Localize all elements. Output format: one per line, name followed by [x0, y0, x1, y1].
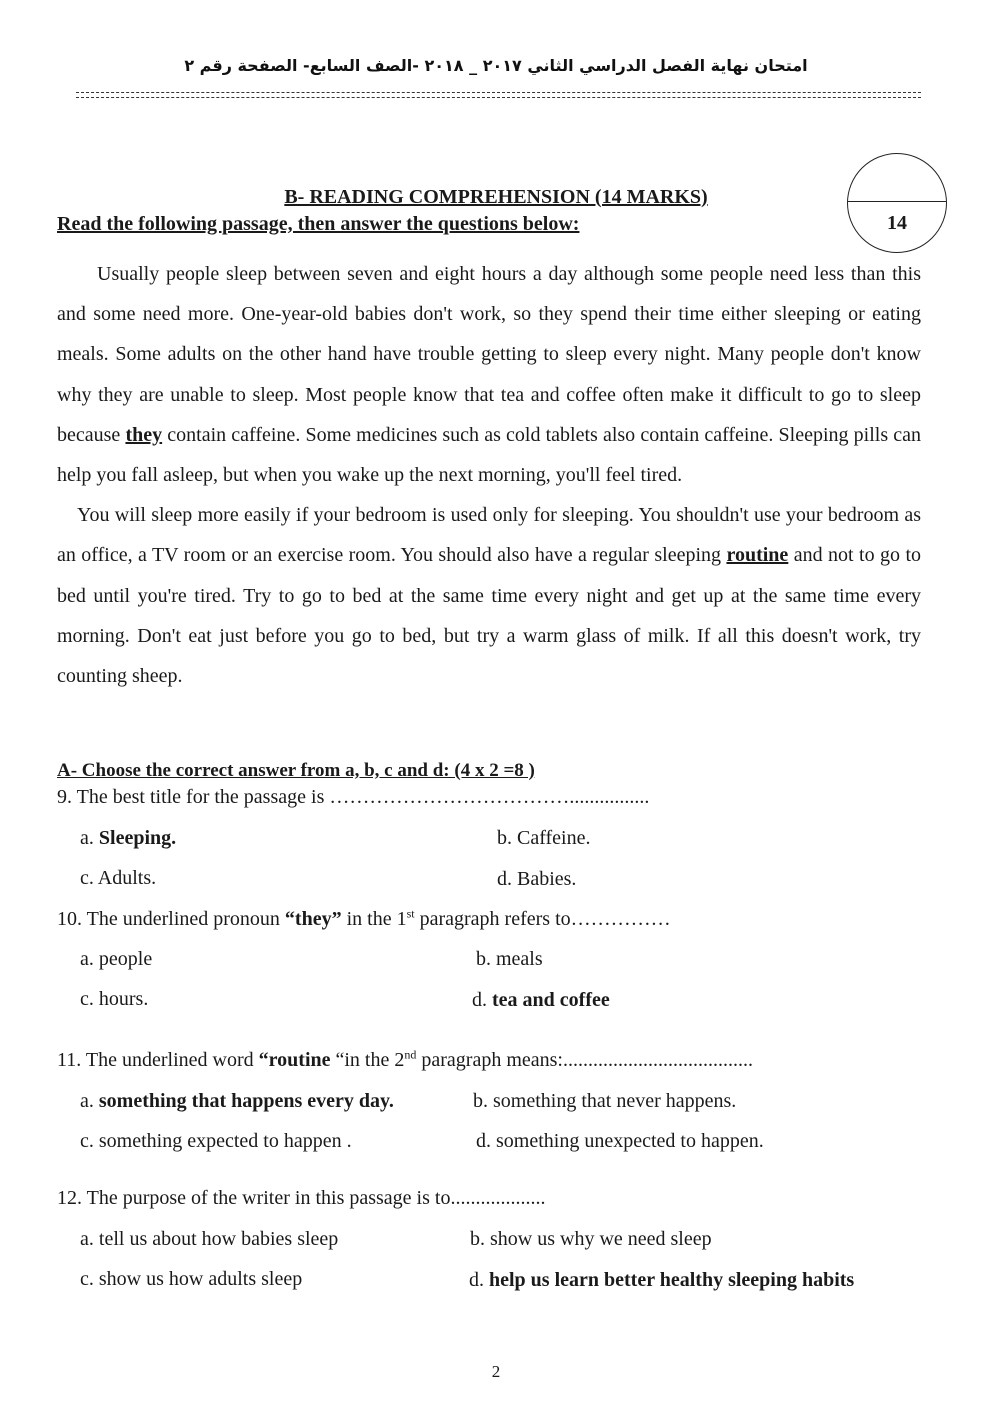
passage-paragraph-1: [57, 254, 921, 495]
question-10-option-b[interactable]: [476, 948, 543, 971]
option-text: something expected to happen .: [98, 1130, 352, 1152]
question-text: paragraph means:......................................: [416, 1049, 753, 1071]
ordinal-suffix: nd: [404, 1047, 417, 1062]
passage-paragraph-2: [57, 495, 921, 696]
option-text: something unexpected to happen.: [496, 1130, 764, 1152]
quoted-word: “they”: [284, 908, 342, 930]
question-text: in the 1: [341, 908, 407, 930]
question-9-option-a[interactable]: [80, 827, 176, 850]
option-text: Adults.: [97, 867, 157, 889]
option-text: help us learn better healthy sleeping habits: [489, 1269, 855, 1291]
question-number: 10.: [57, 908, 82, 930]
paragraph-2-text-a: You will sleep more easily if your bedroom is used only for sleeping. You shouldn't use your bedroom as an office, a TV room or an exercise room. You should also have a regular sleeping: [57, 504, 921, 567]
question-10-stem: [57, 908, 671, 931]
option-text: show us why we need sleep: [490, 1228, 712, 1250]
question-11-option-d[interactable]: [476, 1130, 764, 1153]
option-label: c.: [80, 1130, 94, 1152]
option-label: b.: [470, 1228, 485, 1250]
instructions: Read the following passage, then answer the questions below:: [57, 213, 580, 235]
option-text: Caffeine.: [517, 827, 591, 849]
page-header-arabic: امتحان نهاية الفصل الدراسي الثاني ٢٠١٧ _ ٢٠١٨ -الصف السابع- الصفحة رقم ٢: [184, 56, 808, 75]
option-text: something that never happens.: [493, 1090, 737, 1112]
section-title-text: B- READING COMPREHENSION (14 MARKS): [284, 186, 708, 208]
option-label: c.: [80, 1268, 94, 1290]
underlined-word-routine: routine: [726, 544, 789, 567]
option-label: a.: [80, 827, 94, 849]
question-12-option-c[interactable]: [80, 1268, 302, 1291]
score-circle: [847, 153, 947, 253]
page-number: 2: [491, 1362, 501, 1381]
question-9-option-d[interactable]: [497, 868, 576, 891]
question-12-option-b[interactable]: [470, 1228, 712, 1251]
questions-section-title: A- Choose the correct answer from a, b, c and d: (4 x 2 =8 ): [57, 760, 535, 781]
paragraph-1-text-b: contain caffeine. Some medicines such as cold tablets also contain caffeine. Sleeping pills can help you fall asleep, but when you wake up the next morning, you'll feel tired.: [57, 423, 922, 487]
question-number: 11.: [57, 1049, 82, 1071]
option-label: b.: [476, 948, 491, 970]
question-number: 9.: [57, 786, 72, 808]
paragraph-1-text-a: Usually people sleep between seven and eight hours a day although some people need less than this and some need more. One-year-old babies don't work, so they spend their time either sleeping or eating meals. Some adults on the other hand have trouble getting to sleep every night. Many people don't know why they are unable to sleep. Most people know that tea and coffee often make it difficult to go to sleep because: [57, 263, 921, 446]
question-11-option-b[interactable]: [473, 1090, 736, 1113]
option-label: a.: [80, 948, 94, 970]
question-10-option-c[interactable]: [80, 988, 148, 1011]
question-11-stem: [57, 1049, 753, 1072]
reading-passage: [57, 254, 921, 696]
ordinal-suffix: st: [406, 906, 415, 921]
question-11-option-c[interactable]: [80, 1130, 352, 1153]
question-10-option-d[interactable]: [472, 989, 610, 1012]
option-label: c.: [80, 867, 94, 889]
option-label: d.: [472, 989, 487, 1011]
option-label: d.: [476, 1130, 491, 1152]
question-11-option-a[interactable]: [80, 1090, 394, 1113]
header-double-rule: [76, 92, 921, 98]
quoted-word: “routine: [258, 1049, 331, 1071]
question-12-option-a[interactable]: [80, 1228, 338, 1251]
underlined-word-they: they: [125, 423, 163, 446]
option-text: show us how adults sleep: [98, 1268, 303, 1290]
option-label: a.: [80, 1090, 94, 1112]
question-12-option-d[interactable]: [469, 1269, 854, 1292]
question-10-option-a[interactable]: [80, 948, 152, 971]
question-9-stem: [57, 786, 649, 809]
score-divider: [848, 201, 946, 202]
option-text: hours.: [98, 988, 149, 1010]
option-text: tea and coffee: [492, 989, 610, 1011]
answer-blank: ………………………………................: [329, 786, 650, 808]
question-text: The underlined word: [85, 1049, 259, 1071]
option-text: Babies.: [517, 868, 577, 890]
section-title: [0, 186, 992, 209]
question-text: The best title for the passage is: [76, 786, 330, 808]
question-12-stem: [57, 1187, 545, 1210]
option-label: b.: [473, 1090, 488, 1112]
option-text: meals: [496, 948, 543, 970]
option-label: c.: [80, 988, 94, 1010]
option-label: b.: [497, 827, 512, 849]
score-total: 14: [887, 212, 907, 234]
question-9-option-c[interactable]: [80, 867, 156, 890]
question-text: “in the 2: [330, 1049, 405, 1071]
option-label: d.: [469, 1269, 484, 1291]
option-label: a.: [80, 1228, 94, 1250]
option-text: Sleeping.: [98, 827, 177, 849]
question-number: 12.: [57, 1187, 82, 1209]
option-text: something that happens every day.: [98, 1090, 394, 1112]
option-label: d.: [497, 868, 512, 890]
question-text: paragraph refers to……………: [414, 908, 671, 930]
option-text: people: [98, 948, 153, 970]
question-9-option-b[interactable]: [497, 827, 591, 850]
question-text: The underlined pronoun: [86, 908, 285, 930]
paragraph-2-text-b: and not to go to bed until you're tired. Try to go to bed at the same time every night and get up at the same time every morning. Don't eat just before you go to bed, but try a warm glass of milk. If all this doesn't work, try counting sheep.: [57, 544, 921, 688]
question-text: The purpose of the writer in this passage is to...................: [86, 1187, 546, 1209]
option-text: tell us about how babies sleep: [98, 1228, 339, 1250]
